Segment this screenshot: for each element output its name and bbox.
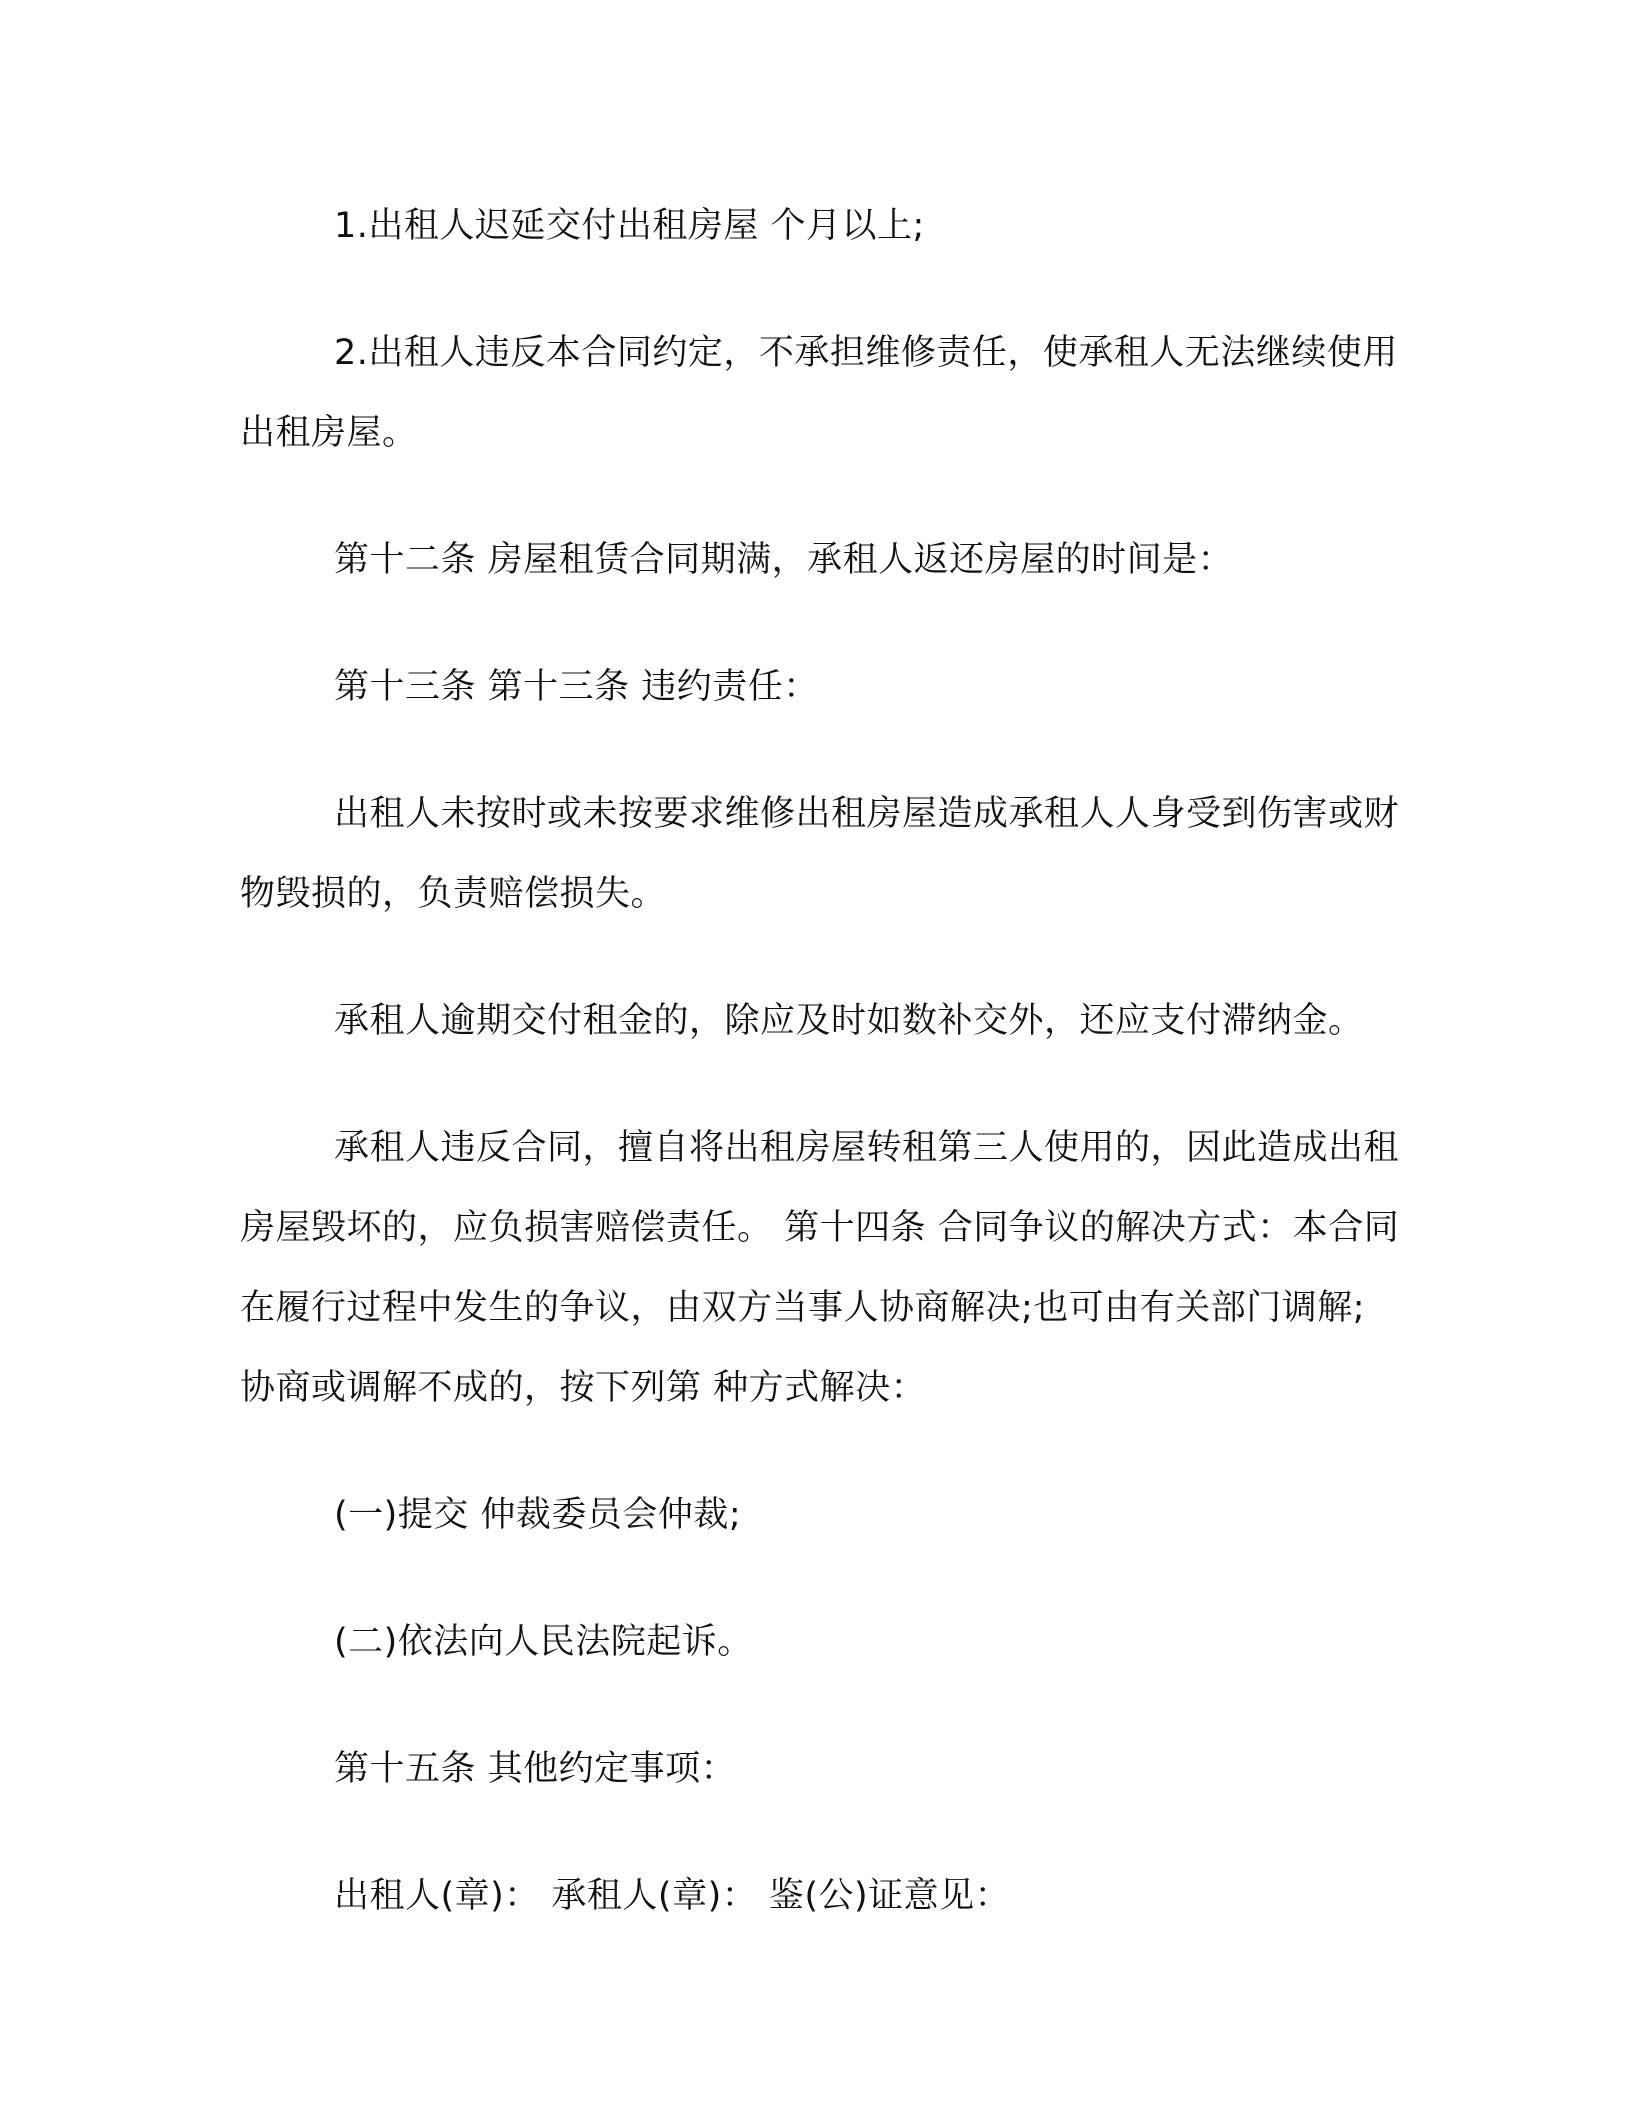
paragraph-article-12: 第十二条 房屋租赁合同期满，承租人返还房屋的时间是： <box>334 540 1234 580</box>
paragraph-late-rent: 承租人逾期交付租金的，除应及时如数补交外，还应支付滞纳金。 <box>334 1001 1364 1041</box>
paragraph-sublet-and-article-14: 承租人违反合同，擅自将出租房屋转租第三人使用的，因此造成出租房屋毁坏的，应负损害赔偿责任。 第十四条 合同争议的解决方式：本合同在履行过程中发生的争议，由双方当事人协商解决;也可由有关部门调解;协商或调解不成的，按下列第 种方式解决： <box>240 1128 1400 1408</box>
paragraph-article-13: 第十三条 第十三条 违约责任： <box>334 667 819 707</box>
paragraph-article-15: 第十五条 其他约定事项： <box>334 1749 737 1789</box>
paragraph-late-delivery: 1.出租人迟延交付出租房屋 个月以上; <box>334 206 925 246</box>
document-body <box>240 186 1400 1983</box>
paragraph-arbitration: (一)提交 仲裁委员会仲裁; <box>334 1495 742 1535</box>
paragraph-signatures: 出租人(章)： 承租人(章)： 鉴(公)证意见： <box>334 1876 1011 1916</box>
paragraph-injury-compensation: 出租人未按时或未按要求维修出租房屋造成承租人人身受到伤害或财物毁损的，负责赔偿损失。 <box>240 794 1400 914</box>
paragraph-maintenance-breach: 2.出租人违反本合同约定，不承担维修责任，使承租人无法继续使用出租房屋。 <box>240 333 1398 453</box>
paragraph-lawsuit: (二)依法向人民法院起诉。 <box>334 1622 753 1662</box>
